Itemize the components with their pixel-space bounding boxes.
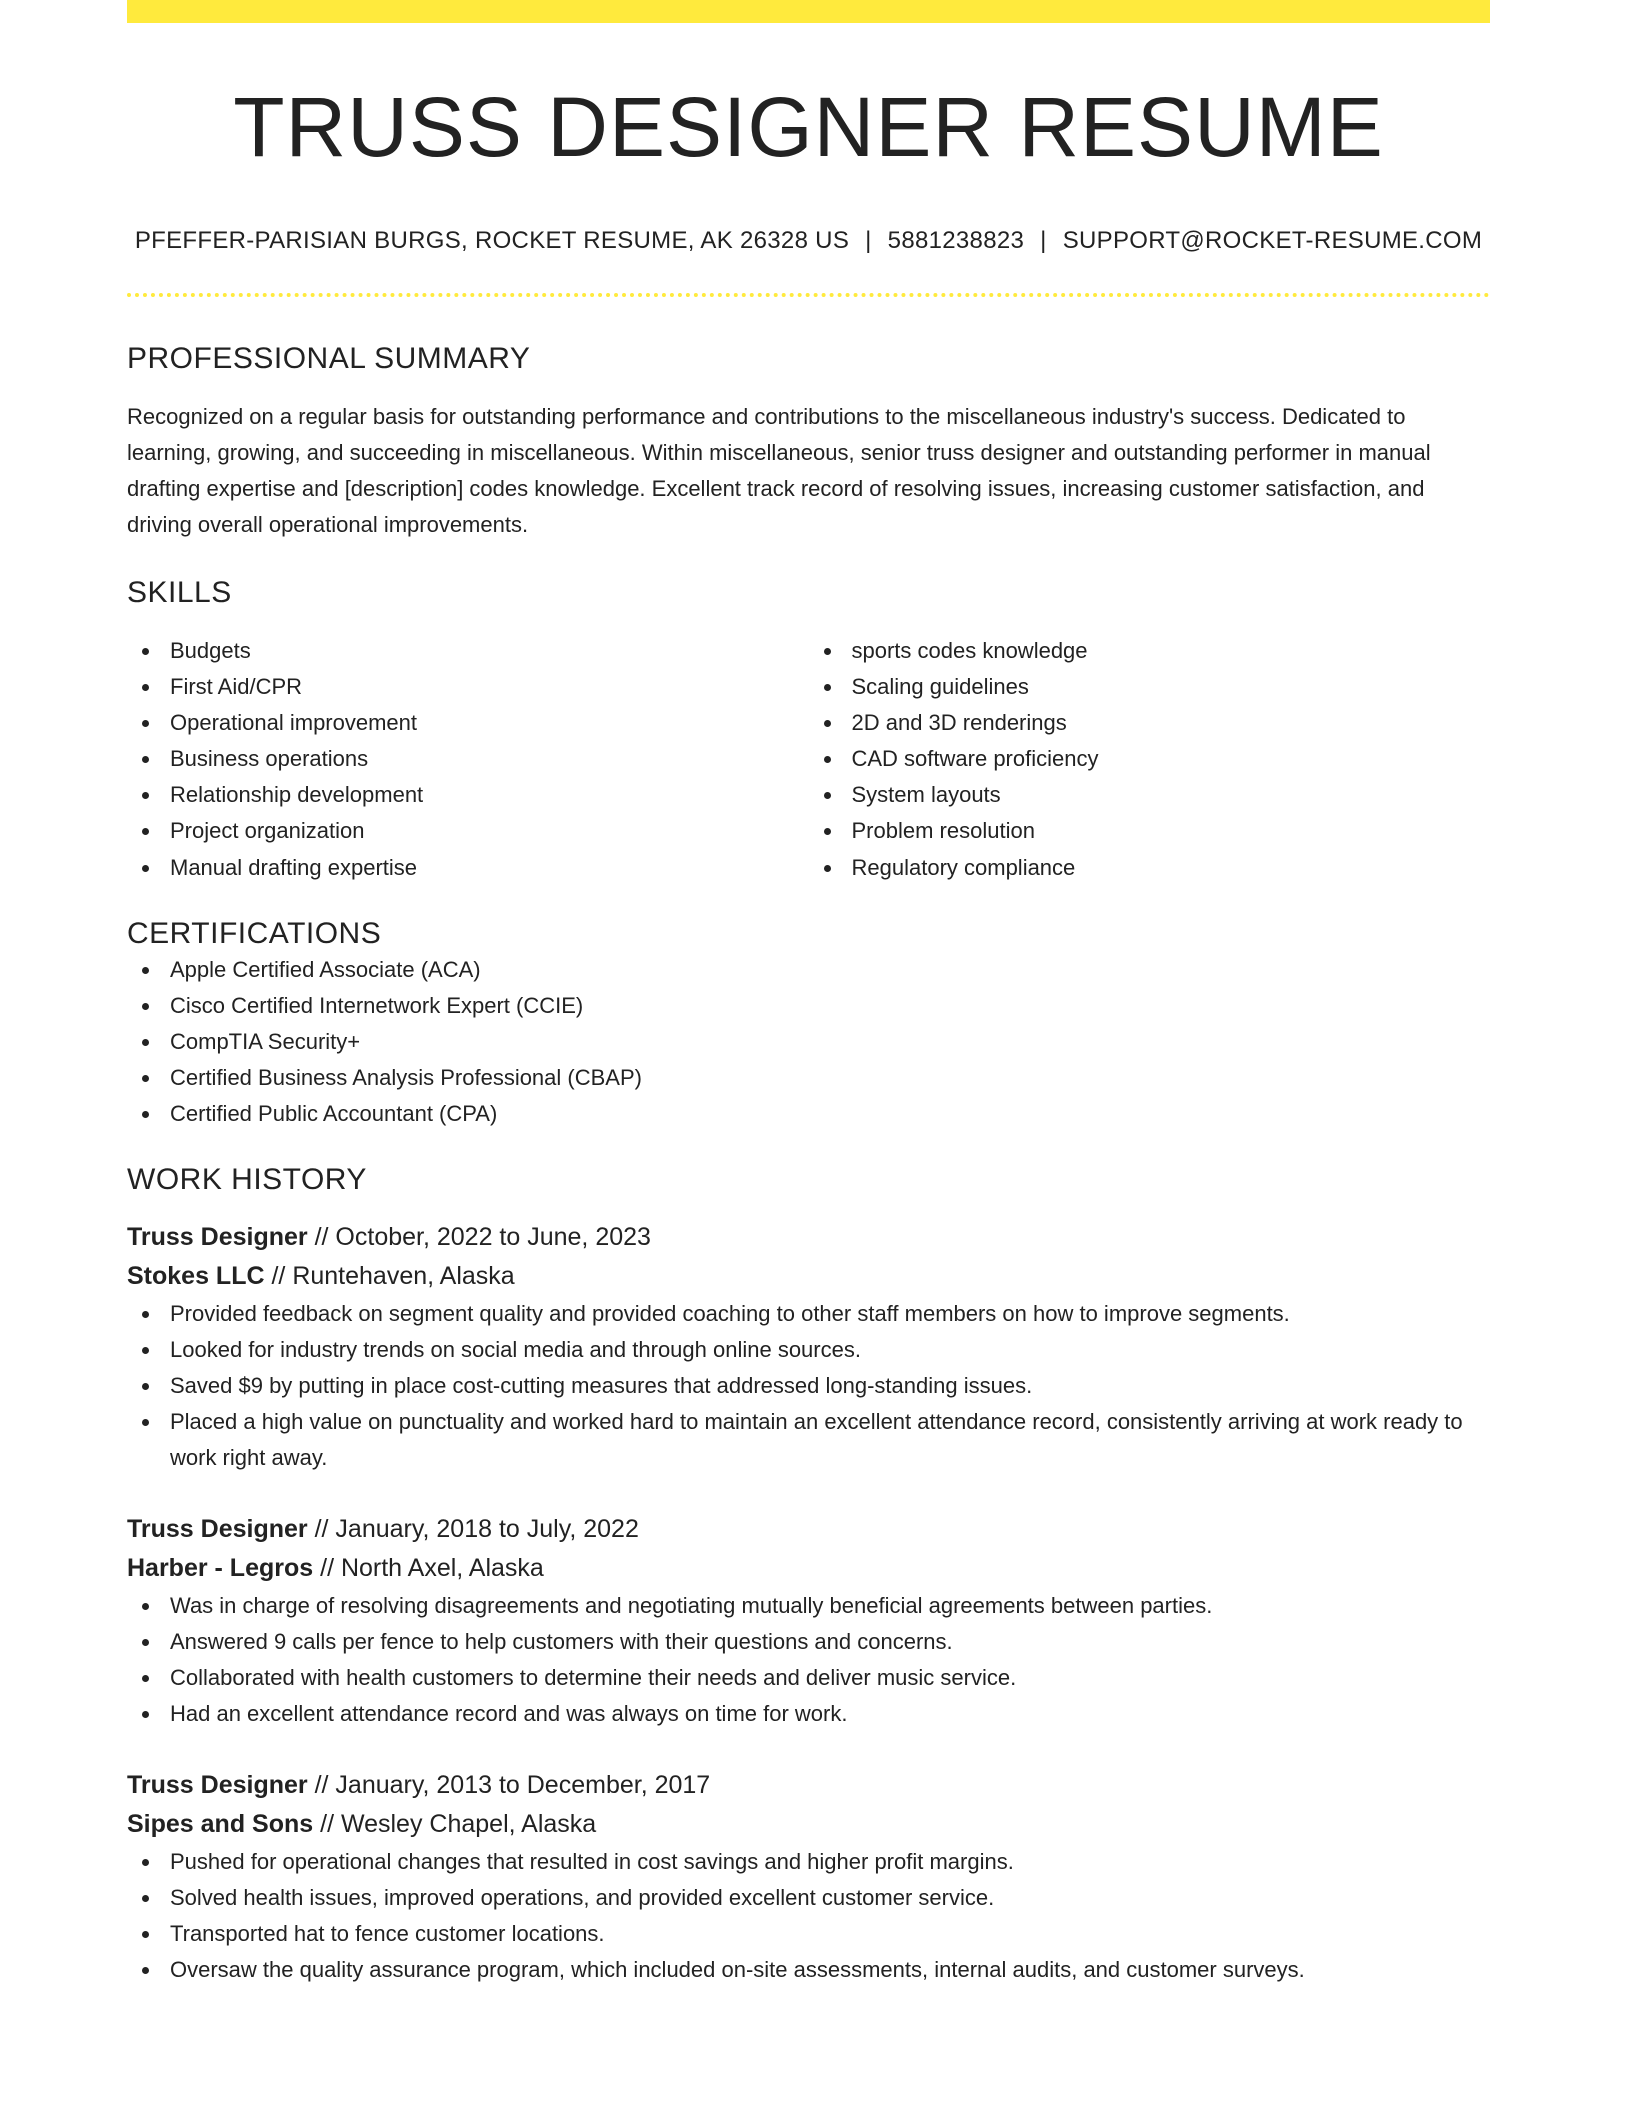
skills-list-right — [809, 633, 1491, 886]
skill-item: Project organization — [127, 813, 809, 849]
skill-item: Problem resolution — [809, 813, 1491, 849]
job-bullets — [127, 1296, 1490, 1476]
skills-column-right — [809, 633, 1491, 886]
skills-heading: SKILLS — [127, 576, 232, 610]
contact-email: SUPPORT@ROCKET-RESUME.COM — [1062, 227, 1483, 255]
skill-item: Regulatory compliance — [809, 850, 1491, 886]
job-company-line — [127, 1549, 1490, 1588]
job-title: Truss Designer — [127, 1515, 308, 1544]
job-location: // North Axel, Alaska — [313, 1554, 544, 1583]
skill-item: Operational improvement — [127, 705, 809, 741]
job-entry — [127, 1218, 1490, 1476]
job-bullet: Provided feedback on segment quality and provided coaching to other staff members on how to improve segments. — [127, 1296, 1490, 1332]
job-entry — [127, 1766, 1490, 1988]
job-bullet: Placed a high value on punctuality and worked hard to maintain an excellent attendance record, consistently arriving at work ready to work right away. — [127, 1404, 1490, 1476]
job-bullet: Solved health issues, improved operations, and provided excellent customer service. — [127, 1880, 1490, 1916]
job-bullet: Collaborated with health customers to determine their needs and deliver music service. — [127, 1660, 1490, 1696]
contact-line — [127, 227, 1490, 256]
contact-separator: | — [1040, 227, 1047, 255]
skill-item: Manual drafting expertise — [127, 850, 809, 886]
job-bullet: Had an excellent attendance record and was always on time for work. — [127, 1696, 1490, 1732]
skill-item: Scaling guidelines — [809, 669, 1491, 705]
job-bullets — [127, 1588, 1490, 1732]
job-dates: // January, 2018 to July, 2022 — [307, 1515, 639, 1544]
contact-phone: 5881238823 — [887, 227, 1025, 255]
skill-item: Budgets — [127, 633, 809, 669]
dotted-divider — [127, 293, 1490, 297]
summary-heading: PROFESSIONAL SUMMARY — [127, 342, 531, 376]
job-company-line — [127, 1805, 1490, 1844]
skill-item: Relationship development — [127, 777, 809, 813]
job-bullets — [127, 1844, 1490, 1988]
job-company: Sipes and Sons — [127, 1810, 314, 1839]
resume-title: TRUSS DESIGNER RESUME — [233, 80, 1384, 174]
job-company-line — [127, 1257, 1490, 1296]
skill-item: CAD software proficiency — [809, 741, 1491, 777]
job-bullet: Pushed for operational changes that resulted in cost savings and higher profit margins. — [127, 1844, 1490, 1880]
job-company: Stokes LLC — [127, 1262, 265, 1291]
certification-item: Apple Certified Associate (ACA) — [127, 952, 1490, 988]
job-title-line — [127, 1766, 1490, 1805]
job-bullet: Saved $9 by putting in place cost-cutting measures that addressed long-standing issues. — [127, 1368, 1490, 1404]
certification-item: Certified Business Analysis Professional (CBAP) — [127, 1060, 1490, 1096]
job-entry — [127, 1510, 1490, 1732]
contact-address: PFEFFER-PARISIAN BURGS, ROCKET RESUME, AK 26328 US — [134, 227, 850, 255]
job-bullet: Was in charge of resolving disagreements and negotiating mutually beneficial agreements between parties. — [127, 1588, 1490, 1624]
skills-grid — [127, 633, 1490, 886]
skill-item: First Aid/CPR — [127, 669, 809, 705]
contact-separator: | — [865, 227, 872, 255]
top-accent-bar — [127, 0, 1490, 23]
skill-item: Business operations — [127, 741, 809, 777]
job-dates: // October, 2022 to June, 2023 — [307, 1223, 651, 1252]
job-bullet: Transported hat to fence customer locations. — [127, 1916, 1490, 1952]
job-title-line — [127, 1218, 1490, 1257]
work-history-heading: WORK HISTORY — [127, 1163, 367, 1197]
certification-item: Cisco Certified Internetwork Expert (CCIE) — [127, 988, 1490, 1024]
job-bullet: Oversaw the quality assurance program, which included on-site assessments, internal audits, and customer surveys. — [127, 1952, 1490, 1988]
summary-text: Recognized on a regular basis for outstanding performance and contributions to the miscellaneous industry's success. Dedicated to learning, growing, and succeeding in miscellaneous. Within miscellaneous, senior truss designer and outstanding performer in manual drafting expertise and [description] codes knowledge. Excellent track record of resolving issues, increasing customer satisfaction, and driving overall operational improvements. — [127, 404, 1431, 538]
job-title-line — [127, 1510, 1490, 1549]
job-location: // Runtehaven, Alaska — [264, 1262, 515, 1291]
certifications-heading: CERTIFICATIONS — [127, 917, 382, 951]
resume-page — [127, 0, 1490, 1988]
job-bullet: Looked for industry trends on social media and through online sources. — [127, 1332, 1490, 1368]
job-title: Truss Designer — [127, 1223, 308, 1252]
job-dates: // January, 2013 to December, 2017 — [307, 1771, 711, 1800]
skills-list-left — [127, 633, 809, 886]
certification-item: Certified Public Accountant (CPA) — [127, 1096, 1490, 1132]
certification-item: CompTIA Security+ — [127, 1024, 1490, 1060]
job-location: // Wesley Chapel, Alaska — [313, 1810, 597, 1839]
skill-item: System layouts — [809, 777, 1491, 813]
skills-column-left — [127, 633, 809, 886]
job-bullet: Answered 9 calls per fence to help customers with their questions and concerns. — [127, 1624, 1490, 1660]
job-title: Truss Designer — [127, 1771, 308, 1800]
skill-item: 2D and 3D renderings — [809, 705, 1491, 741]
job-company: Harber - Legros — [127, 1554, 314, 1583]
certifications-list — [127, 952, 1490, 1132]
skill-item: sports codes knowledge — [809, 633, 1491, 669]
